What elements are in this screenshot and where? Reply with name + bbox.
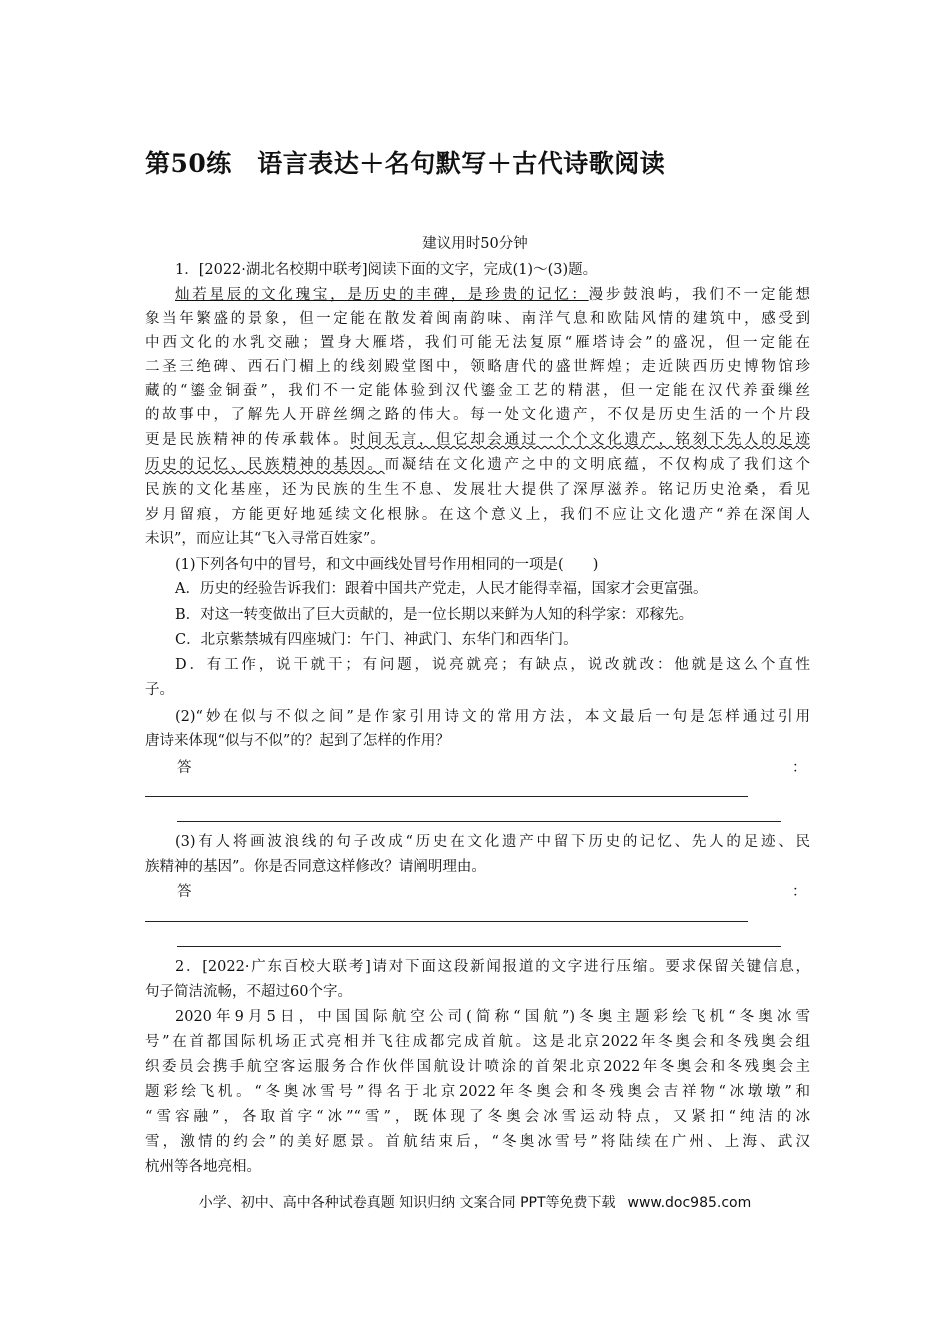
option-c: C．北京紫禁城有四座城门：午门、神武门、东华门和西华门。: [175, 632, 578, 648]
option-d-line-2: 子。: [145, 682, 174, 698]
sub-question-2-line-1: (2)“妙在似与不似之间”是作家引用诗文的常用方法，本文最后一句是怎样通过引用: [175, 709, 810, 725]
passage-line-3: 中西文化的水乳交融；置身大雁塔，我们可能无法复原“雁塔诗会”的盛况，但一定能在: [145, 335, 810, 351]
passage-text: 而凝结在文化遗产之中的文明底蕴，不仅构成了我们这个: [384, 457, 810, 473]
sub-question-3-line-1: (3)有人将画波浪线的句子改成“历史在文化遗产中留下历史的记忆、先人的足迹、民: [175, 834, 810, 850]
q1-header: 1．[2022·湖北名校期中联考]阅读下面的文字，完成(1)～(3)题。: [175, 262, 598, 278]
option-a: A．历史的经验告诉我们：跟着中国共产党走，人民才能得幸福，国家才会更富强。: [175, 581, 708, 597]
news-line-4: 题彩绘飞机。“冬奥冰雪号”得名于北京2022年冬奥会和冬残奥会吉祥物“冰墩墩”和: [145, 1084, 810, 1100]
footer-text: 小学、初中、高中各种试卷真题 知识归纳 文案合同 PPT等免费下载: [198, 1195, 616, 1211]
sub-question-1: (1)下列各句中的冒号，和文中画线处冒号作用相同的一项是( ): [175, 557, 599, 573]
option-d-line-1: D．有工作，说干就干；有问题，说亮就亮；有缺点，说改就改：他就是这么个直性: [175, 657, 810, 673]
footer-url[interactable]: www.doc985.com: [627, 1195, 752, 1211]
answer-colon: ：: [792, 760, 807, 776]
news-line-3: 织委员会携手航空客运服务合作伙伴国航设计喷涂的首架北京2022年冬奥会和冬残奥会主: [145, 1059, 810, 1075]
page-title: 第50练 语言表达＋名句默写＋古代诗歌阅读: [145, 149, 666, 178]
answer-line[interactable]: [145, 796, 748, 797]
time-hint: 建议用时50分钟: [422, 236, 528, 252]
news-line-2: 号”在首都国际机场正式亮相并飞往成都完成首航。这是北京2022年冬奥会和冬残奥会组: [145, 1034, 810, 1050]
passage-line-7: [145, 428, 810, 452]
sub-question-2-line-2: 唐诗来体现“似与不似”的？起到了怎样的作用？: [145, 733, 450, 749]
passage-line-2: 象当年繁盛的景象，但一定能在散发着闽南韵味、南洋气息和欧陆风情的建筑中，感受到: [145, 311, 810, 327]
answer-line[interactable]: [177, 821, 781, 822]
wavy-sentence: 时间无言，但它却会通过一个个文化遗产，铭刻下先人的足迹: [350, 432, 810, 448]
q2-header-line-2: 句子简洁流畅，不超过60个字。: [145, 984, 352, 1000]
news-line-1: 2020年9月5日，中国国际航空公司(简称“国航”)冬奥主题彩绘飞机“冬奥冰雪: [175, 1009, 810, 1025]
passage-line-10: 岁月留痕，方能更好地延续文化根脉。在这个意义上，我们不应让文化遗产“养在深闺人: [145, 507, 810, 523]
q2-header-line-1: 2．[2022·广东百校大联考]请对下面这段新闻报道的文字进行压缩。要求保留关键信息，: [175, 959, 810, 975]
answer-line[interactable]: [145, 921, 748, 922]
news-line-7: 杭州等各地亮相。: [145, 1159, 261, 1175]
footer: [0, 1192, 950, 1212]
answer-label: 答: [177, 884, 192, 900]
answer-colon: ：: [792, 884, 807, 900]
passage-line-6: 的故事中，了解先人开辟丝绸之路的伟大。每一处文化遗产，不仅是历史生活的一个片段: [145, 407, 810, 423]
passage-line-4: 二圣三绝碑、西石门楣上的线刻殿堂图中，领略唐代的盛世辉煌；走近陕西历史博物馆珍: [145, 359, 810, 375]
option-b: B．对这一转变做出了巨大贡献的，是一位长期以来鲜为人知的科学家：邓稼先。: [175, 607, 694, 623]
wavy-sentence: 历史的记忆、民族精神的基因。: [145, 457, 385, 473]
passage-line-1: [145, 283, 810, 307]
news-line-5: “雪容融”，各取首字“冰”“雪”，既体现了冬奥会冰雪运动特点，又紧扣“纯洁的冰: [145, 1109, 810, 1125]
sub-question-3-line-2: 族精神的基因”。你是否同意这样修改？请阐明理由。: [145, 859, 486, 875]
passage-line-5: 藏的“鎏金铜蚕”，我们不一定能体验到汉代鎏金工艺的精湛，但一定能在汉代养蚕缫丝: [145, 383, 810, 399]
passage-line-9: 民族的文化基座，还为民族的生生不息、发展壮大提供了深厚滋养。铭记历史沧桑，看见: [145, 482, 810, 498]
answer-line[interactable]: [177, 946, 781, 947]
passage-text: 漫步鼓浪屿，我们不一定能想: [588, 287, 810, 303]
passage-text: 更是民族精神的传承载体。: [145, 432, 351, 448]
underlined-sentence: 灿若星辰的文化瑰宝，是历史的丰碑，是珍贵的记忆：: [175, 287, 589, 303]
news-line-6: 雪，激情的约会”的美好愿景。首航结束后，“冬奥冰雪号”将陆续在广州、上海、武汉: [145, 1134, 810, 1150]
answer-label: 答: [177, 760, 192, 776]
passage-line-8: [145, 453, 810, 477]
passage-line-11: 未识”，而应让其“飞入寻常百姓家”。: [145, 531, 385, 547]
